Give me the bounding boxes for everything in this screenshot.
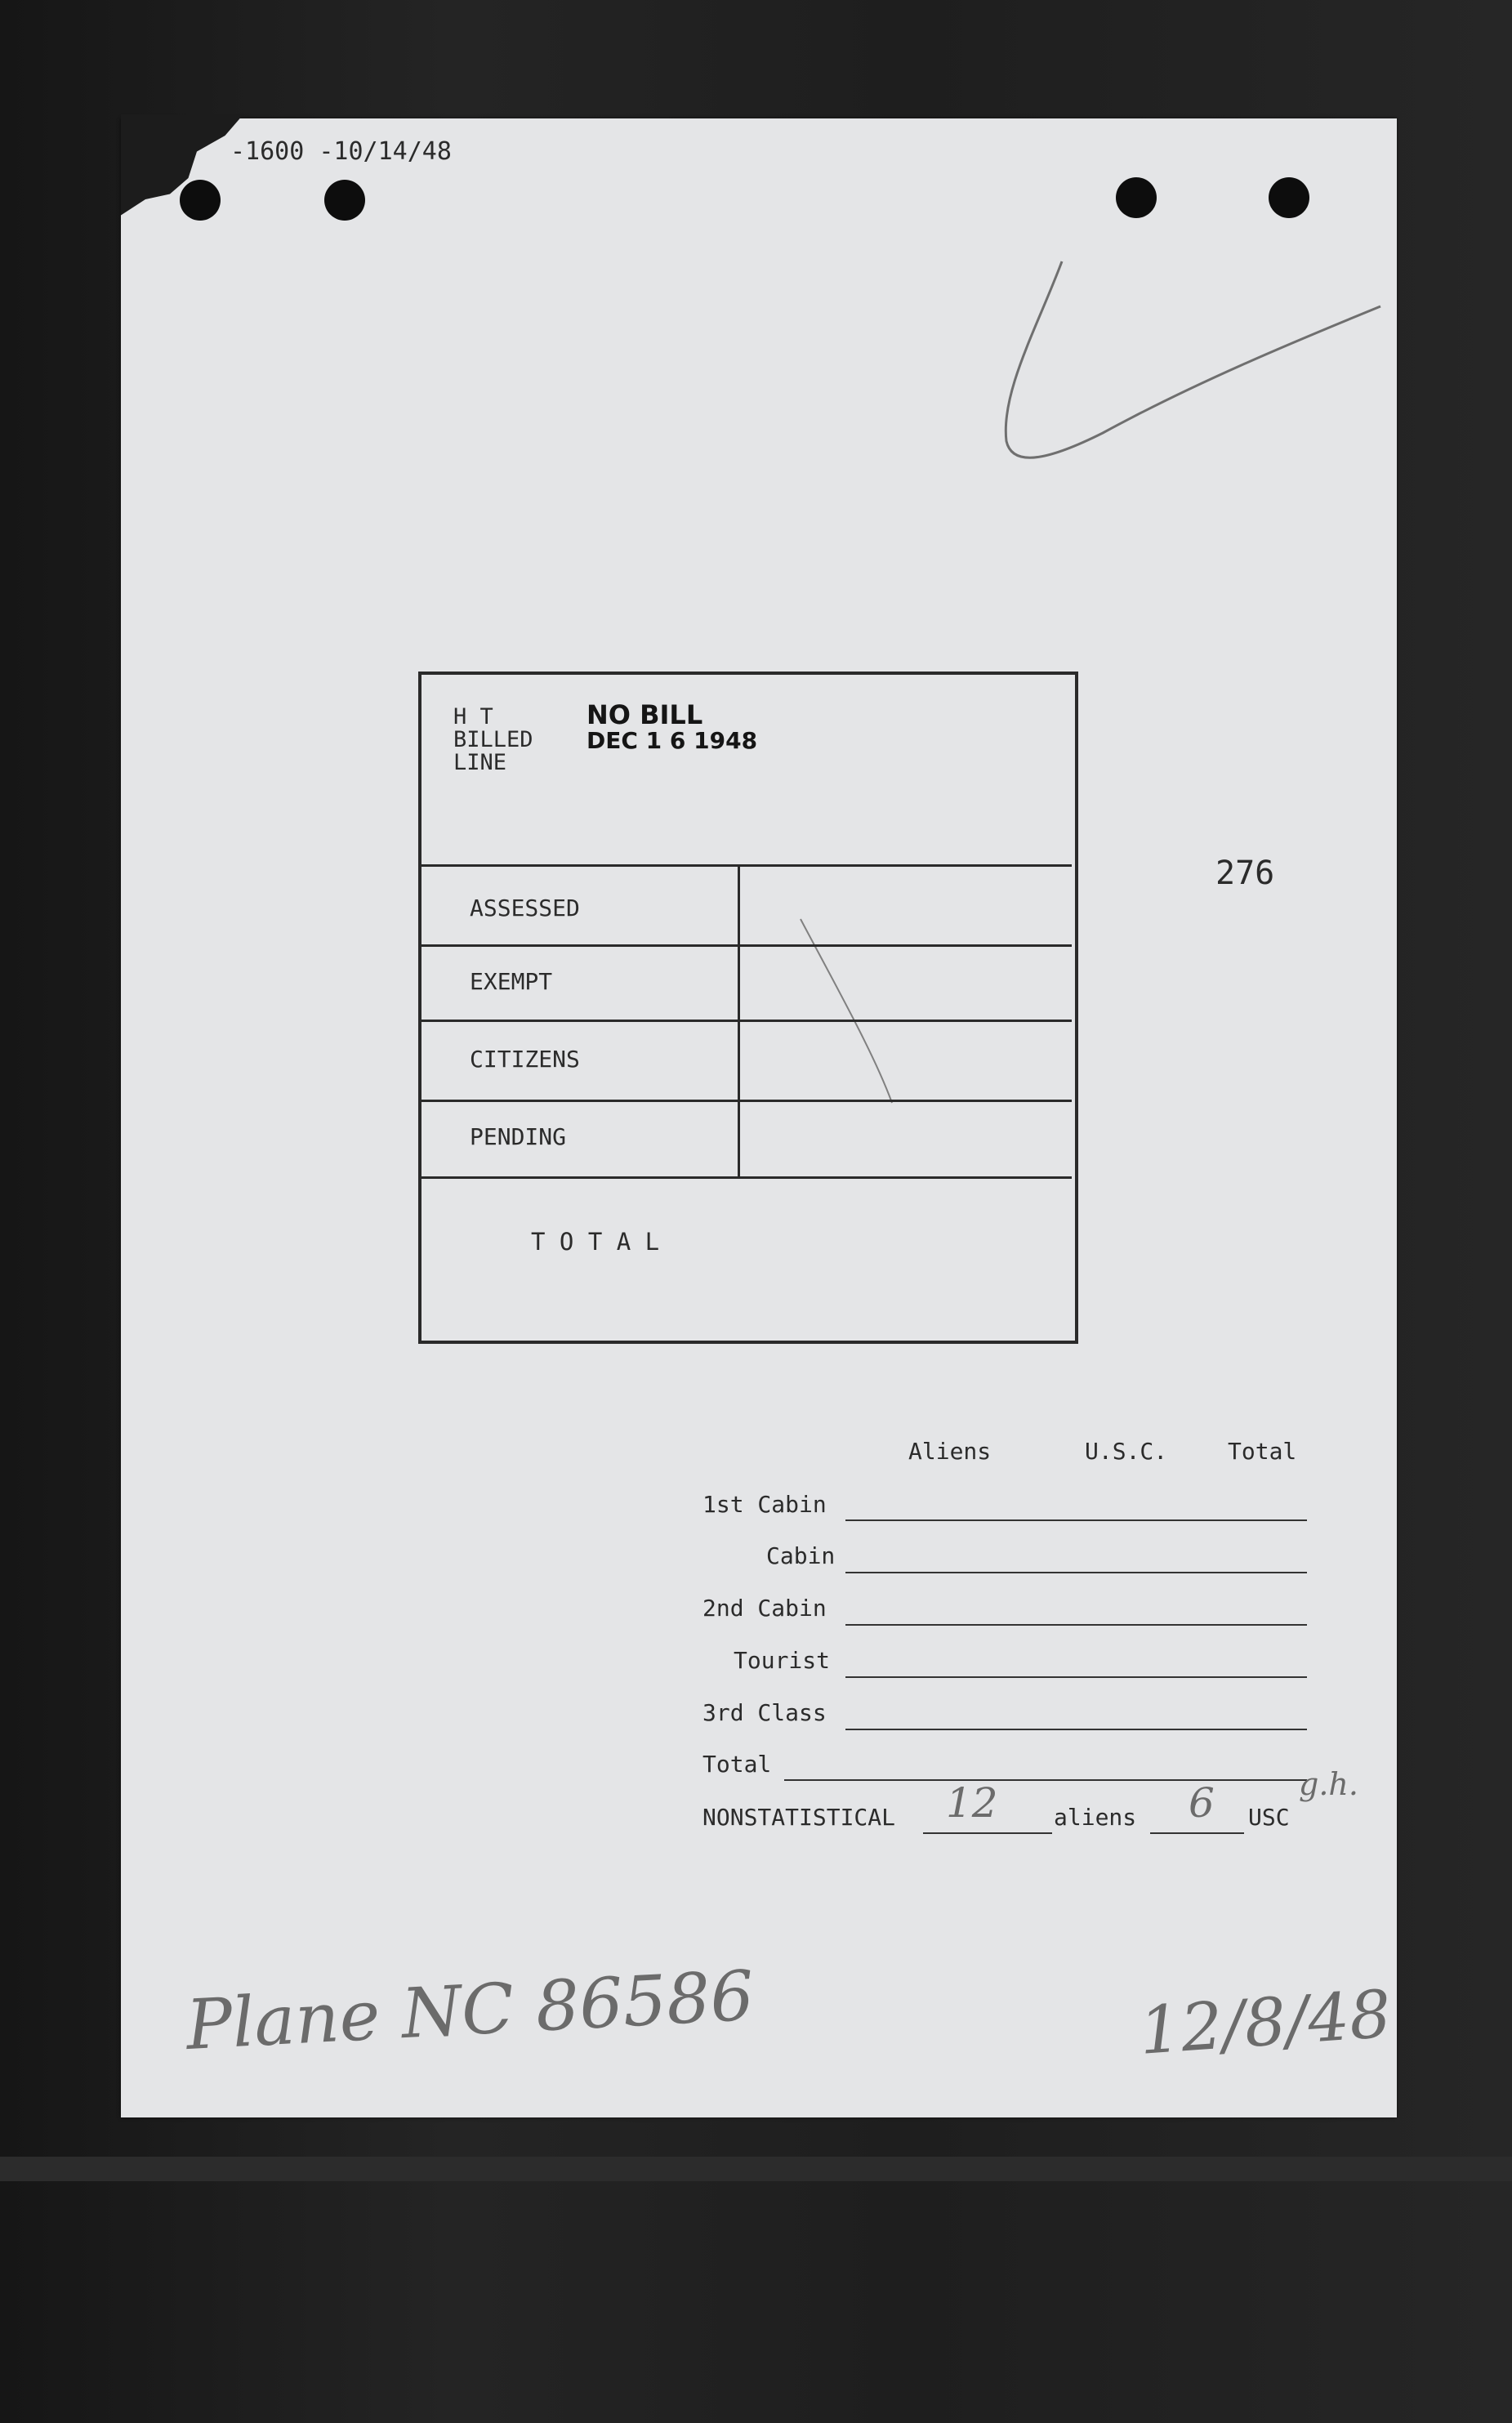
stamp-label-billed: BILLED <box>453 727 533 752</box>
row-pending: PENDING <box>470 1123 567 1150</box>
row-2nd-cabin: 2nd Cabin <box>702 1595 827 1622</box>
row-total: Total <box>702 1751 772 1778</box>
total-label: T O T A L <box>531 1228 660 1256</box>
row-tourist: Tourist <box>734 1647 831 1674</box>
aliens-label: aliens <box>1054 1804 1137 1831</box>
stamp-divider-1 <box>418 944 1072 947</box>
handwritten-date: 12/8/48 <box>1136 1975 1394 2069</box>
page-number: 276 <box>1215 855 1275 892</box>
stamp-divider-3 <box>418 1100 1072 1102</box>
stamp-column-divider <box>738 864 740 1176</box>
stamp-divider-top <box>418 864 1072 867</box>
usc-label: USC <box>1248 1804 1290 1831</box>
stamp-label-ht: H T <box>453 704 493 730</box>
nonstat-usc-value: 6 <box>1189 1779 1215 1827</box>
stamp-divider-4 <box>418 1176 1072 1179</box>
row-3rd-class: 3rd Class <box>702 1699 827 1726</box>
col-usc: U.S.C. <box>1085 1438 1168 1465</box>
line-total <box>784 1779 1307 1781</box>
row-citizens: CITIZENS <box>470 1046 580 1073</box>
line-nonstat-usc <box>1150 1832 1244 1834</box>
col-aliens: Aliens <box>908 1438 992 1465</box>
row-cabin: Cabin <box>766 1542 836 1569</box>
nonstat-aliens-value: 12 <box>946 1779 998 1827</box>
row-exempt: EXEMPT <box>470 968 553 995</box>
row-1st-cabin: 1st Cabin <box>702 1491 827 1518</box>
stamp-divider-2 <box>418 1020 1072 1022</box>
col-total: Total <box>1228 1438 1297 1465</box>
line-3rd-class <box>845 1729 1307 1730</box>
no-bill-stamp: NO BILL <box>587 699 703 730</box>
form-code: -1600 -10/14/48 <box>230 137 452 166</box>
nonstat-label: NONSTATISTICAL <box>702 1804 896 1831</box>
stamp-date: DEC 1 6 1948 <box>587 727 758 754</box>
row-assessed: ASSESSED <box>470 895 580 921</box>
billing-stamp-box <box>418 672 1078 1344</box>
line-2nd-cabin <box>845 1624 1307 1626</box>
line-nonstat-aliens <box>923 1832 1052 1834</box>
line-tourist <box>845 1676 1307 1678</box>
initials: g.h. <box>1299 1766 1358 1802</box>
line-1st-cabin <box>845 1519 1307 1521</box>
handwritten-plane-number: Plane NC 86586 <box>184 1955 756 2065</box>
line-cabin <box>845 1572 1307 1573</box>
stamp-label-line: LINE <box>453 750 507 775</box>
